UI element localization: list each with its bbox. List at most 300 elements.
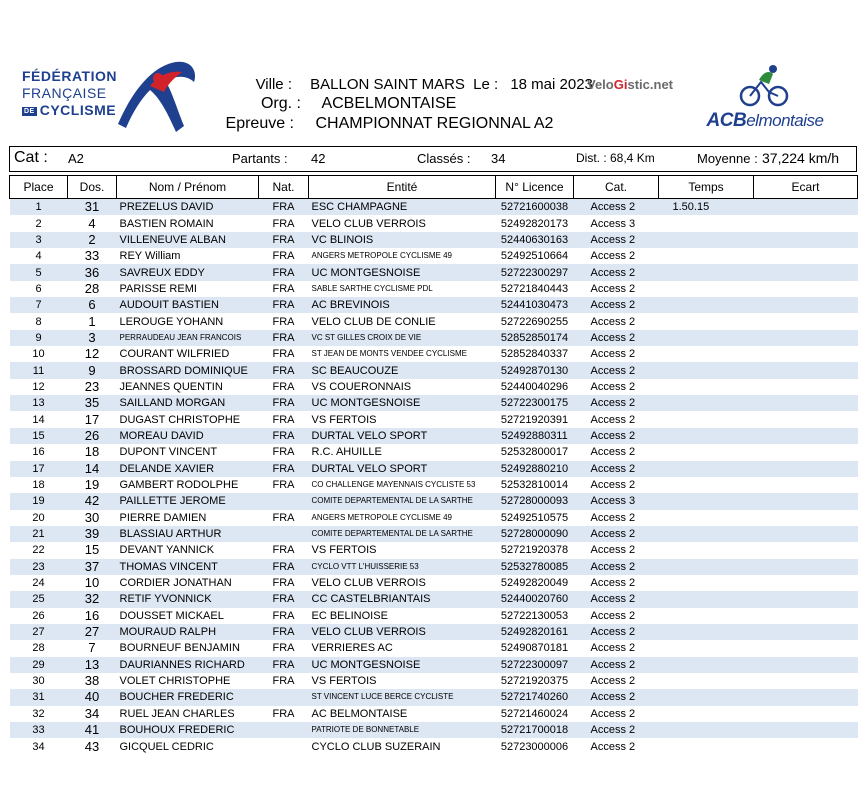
dossard-cell: 34 (84, 705, 100, 721)
licence-cell: 52721920375 (500, 675, 569, 688)
cat-cell: Access 2 (574, 428, 659, 444)
ecart-cell (754, 526, 858, 542)
ecart-cell (754, 297, 858, 313)
partants-label: Partants : (232, 151, 288, 166)
entite-cell: SC BEAUCOUZE (309, 362, 496, 378)
name-cell: MOURAUD RALPH (117, 624, 259, 640)
ecart-cell (754, 706, 858, 722)
cat-cell: Access 2 (590, 380, 636, 393)
ecart-cell (754, 510, 858, 526)
place-cell: 33 (10, 722, 68, 738)
dossard-cell: 17 (84, 411, 100, 427)
ecart-cell (754, 248, 858, 264)
place-cell: 26 (32, 609, 45, 622)
place-cell: 28 (32, 642, 45, 655)
date-label: Le : (473, 76, 499, 93)
name-cell: JEANNES QUENTIN (119, 380, 223, 393)
ecart-cell (754, 232, 858, 248)
cat-cell: Access 2 (590, 282, 636, 295)
dossard-cell: 19 (84, 477, 100, 493)
place-cell: 34 (32, 740, 45, 753)
table-row (10, 281, 858, 297)
nat-cell: FRA (272, 707, 295, 720)
temps-cell (659, 297, 754, 313)
temps-cell (659, 313, 754, 329)
cat-cell: Access 2 (574, 657, 659, 673)
nat-cell (259, 738, 309, 754)
name-cell: LEROUGE YOHANN (119, 315, 224, 328)
nat-cell: FRA (272, 250, 295, 263)
table-row (10, 379, 858, 395)
licence-cell: 52532800017 (500, 446, 569, 459)
partants-value: 42 (311, 151, 326, 166)
ecart-cell (754, 199, 858, 216)
temps-cell (659, 232, 754, 248)
place-cell: 23 (10, 559, 68, 575)
place-cell: 20 (32, 511, 45, 524)
classes-label: Classés : (417, 151, 471, 166)
dossard-cell: 27 (68, 624, 117, 640)
nat-cell: FRA (259, 362, 309, 378)
ffc-logo-cyclisme: CYCLISME (39, 102, 117, 118)
moyenne-label: Moyenne : (697, 151, 758, 166)
place-cell: 30 (32, 675, 45, 688)
dossard-cell: 16 (84, 607, 100, 623)
ffc-swoosh-icon (110, 56, 202, 136)
nat-cell: FRA (272, 217, 295, 230)
nat-cell: FRA (272, 315, 295, 328)
entite-cell: VELO CLUB DE CONLIE (311, 315, 436, 328)
velogistic-part1: Velo (587, 77, 614, 92)
nat-cell: FRA (272, 511, 295, 524)
temps-cell (659, 738, 754, 754)
dossard-cell: 37 (68, 559, 117, 575)
entite-cell: CO CHALLENGE MAYENNAIS CYCLISTE 53 (311, 480, 476, 490)
cat-cell: Access 2 (590, 740, 636, 753)
dossard-cell: 35 (68, 395, 117, 411)
entite-cell: DURTAL VELO SPORT (309, 428, 496, 444)
ecart-cell (754, 281, 858, 297)
place-cell: 31 (10, 689, 68, 705)
cat-cell: Access 2 (590, 348, 636, 361)
table-row (10, 411, 858, 427)
licence-cell: 52440630163 (496, 232, 574, 248)
dossard-cell: 43 (84, 738, 100, 754)
licence-cell: 52492820173 (500, 217, 569, 230)
nat-cell: FRA (272, 380, 295, 393)
temps-cell (659, 510, 754, 526)
table-row (10, 608, 858, 624)
cat-cell: Access 2 (574, 330, 659, 346)
place-cell: 21 (10, 526, 68, 542)
org-row (222, 95, 456, 113)
ville-value: BALLON SAINT MARS (310, 76, 465, 93)
cyclist-icon (739, 62, 789, 108)
cat-label: Cat : (14, 149, 48, 166)
dossard-cell: 13 (68, 657, 117, 673)
place-cell: 17 (10, 461, 68, 477)
ecart-cell (754, 411, 858, 427)
cat-cell: Access 2 (590, 511, 636, 524)
cat-cell: Access 2 (574, 264, 659, 280)
entite-cell: VS FERTOIS (311, 413, 377, 426)
acb-logo-rest: elmontaise (746, 111, 824, 130)
nat-cell: FRA (272, 348, 295, 361)
table-row (10, 346, 858, 362)
name-cell: PARISSE REMI (119, 282, 197, 295)
dossard-cell: 4 (88, 215, 96, 231)
temps-cell (659, 248, 754, 264)
dossard-cell: 38 (84, 673, 100, 689)
ffc-logo-line3 (22, 102, 116, 118)
temps-cell (659, 330, 754, 346)
classes-value: 34 (491, 151, 506, 166)
nat-cell (259, 493, 309, 509)
entite-cell: DURTAL VELO SPORT (309, 461, 496, 477)
nat-cell (259, 526, 309, 542)
licence-cell: 52722300175 (496, 395, 574, 411)
ecart-cell (754, 493, 858, 509)
dossard-cell: 2 (68, 232, 117, 248)
dossard-cell: 3 (68, 330, 117, 346)
licence-cell: 52721460024 (500, 707, 569, 720)
licence-cell: 52722300297 (496, 264, 574, 280)
place-cell: 27 (10, 624, 68, 640)
table-row (10, 199, 858, 216)
name-cell: THOMAS VINCENT (117, 559, 259, 575)
dossard-cell: 42 (68, 493, 117, 509)
licence-cell: 52441030473 (496, 297, 574, 313)
temps-cell (659, 706, 754, 722)
cat-cell: Access 2 (590, 642, 636, 655)
nat-cell: FRA (259, 199, 309, 216)
name-cell: PREZELUS DAVID (117, 199, 259, 216)
dossard-cell: 36 (68, 264, 117, 280)
table-row (10, 362, 858, 378)
dossard-cell: 40 (68, 689, 117, 705)
name-cell: DOUSSET MICKAEL (119, 609, 224, 622)
col-cat: Cat. (574, 176, 659, 199)
ecart-cell (754, 738, 858, 754)
nat-cell: FRA (259, 624, 309, 640)
nat-cell: FRA (259, 330, 309, 346)
cat-cell: Access 2 (574, 559, 659, 575)
temps-cell (659, 689, 754, 705)
ecart-cell (754, 689, 858, 705)
dossard-cell: 32 (68, 591, 117, 607)
results-body (10, 199, 858, 755)
ecart-cell (754, 461, 858, 477)
nat-cell: FRA (272, 446, 295, 459)
col-ecart: Ecart (754, 176, 858, 199)
place-cell: 4 (35, 250, 42, 263)
ville-row (222, 76, 593, 93)
place-cell: 3 (10, 232, 68, 248)
entite-cell: VS COUERONNAIS (311, 380, 412, 393)
place-cell: 32 (32, 707, 45, 720)
nat-cell: FRA (272, 413, 295, 426)
org-value: ACBELMONTAISE (321, 95, 457, 112)
table-row (10, 640, 858, 656)
entite-cell: VS FERTOIS (311, 544, 377, 557)
temps-cell (659, 395, 754, 411)
place-cell: 25 (10, 591, 68, 607)
name-cell: RUEL JEAN CHARLES (119, 707, 235, 720)
entite-cell: UC MONTGESNOISE (309, 264, 496, 280)
table-row (10, 722, 858, 738)
nat-cell: FRA (259, 297, 309, 313)
licence-cell: 52852840337 (500, 348, 569, 361)
licence-cell: 52721840443 (500, 282, 569, 295)
cat-cell: Access 2 (574, 232, 659, 248)
nat-cell: FRA (259, 461, 309, 477)
entite-cell: UC MONTGESNOISE (309, 395, 496, 411)
licence-cell: 52721920391 (500, 413, 569, 426)
dossard-cell: 30 (84, 509, 100, 525)
name-cell: RETIF YVONNICK (117, 591, 259, 607)
nat-cell (259, 722, 309, 738)
table-row (10, 215, 858, 231)
ecart-cell (754, 542, 858, 558)
table-row (10, 330, 858, 346)
cat-cell: Access 3 (574, 493, 659, 509)
name-cell: GICQUEL CEDRIC (119, 740, 214, 753)
cat-cell: Access 2 (574, 362, 659, 378)
place-cell: 8 (35, 315, 42, 328)
table-row (10, 526, 858, 542)
place-cell: 1 (10, 199, 68, 216)
table-row (10, 738, 858, 754)
table-row (10, 477, 858, 493)
nat-cell: FRA (272, 544, 295, 557)
entite-cell: PATRIOTE DE BONNETABLE (309, 722, 496, 738)
name-cell: AUDOUIT BASTIEN (117, 297, 259, 313)
cat-cell: Access 3 (590, 217, 636, 230)
date-value: 18 mai 2023 (510, 76, 593, 93)
name-cell: VOLET CHRISTOPHE (119, 675, 231, 688)
licence-cell: 52721740260 (496, 689, 574, 705)
ecart-cell (754, 428, 858, 444)
entite-cell: ANGERS METROPOLE CYCLISME 49 (311, 512, 452, 522)
entite-cell: VC ST GILLES CROIX DE VIE (309, 330, 496, 346)
name-cell: BLASSIAU ARTHUR (117, 526, 259, 542)
temps-cell (659, 526, 754, 542)
licence-cell: 52722690255 (500, 315, 569, 328)
place-cell: 6 (35, 282, 42, 295)
table-row (10, 575, 858, 591)
ffc-logo-line1: FÉDÉRATION (22, 68, 117, 84)
velogistic-part2: Gi (613, 77, 628, 92)
licence-cell: 52492820049 (500, 577, 569, 590)
ville-label: Ville : (255, 76, 292, 93)
name-cell: BOUCHER FREDERIC (117, 689, 259, 705)
ecart-cell (754, 477, 858, 493)
dossard-cell: 26 (68, 428, 117, 444)
place-cell: 29 (10, 657, 68, 673)
nat-cell: FRA (272, 282, 295, 295)
nat-cell: FRA (272, 577, 295, 590)
licence-cell: 52492880311 (496, 428, 574, 444)
name-cell: DUGAST CHRISTOPHE (119, 413, 241, 426)
table-row (10, 559, 858, 575)
temps-cell (659, 542, 754, 558)
cat-cell: Access 2 (590, 544, 636, 557)
entite-cell: VELO CLUB VERROIS (311, 577, 426, 590)
place-cell: 14 (32, 413, 45, 426)
entite-cell: CYCLO VTT L'HUISSERIE 53 (309, 559, 496, 575)
temps-cell (659, 722, 754, 738)
results-table (9, 175, 858, 755)
dossard-cell: 9 (68, 362, 117, 378)
licence-cell: 52721700018 (496, 722, 574, 738)
name-cell: REY William (119, 250, 181, 263)
place-cell: 19 (10, 493, 68, 509)
entite-cell: R.C. AHUILLE (311, 446, 382, 459)
nat-cell: FRA (272, 479, 295, 492)
name-cell: BROSSARD DOMINIQUE (117, 362, 259, 378)
entite-cell: COMITE DEPARTEMENTAL DE LA SARTHE (309, 526, 496, 542)
temps-cell (659, 640, 754, 656)
licence-cell: 52721600038 (496, 199, 574, 216)
cat-value: A2 (68, 151, 84, 166)
epreuve-value: CHAMPIONNAT REGIONNAL A2 (315, 115, 554, 132)
col-nat: Nat. (259, 176, 309, 199)
nat-cell: FRA (259, 264, 309, 280)
dossard-cell: 33 (84, 248, 100, 264)
place-cell: 18 (32, 479, 45, 492)
ffc-logo (14, 56, 204, 138)
col-dossard: Dos. (68, 176, 117, 199)
ecart-cell (754, 444, 858, 460)
nat-cell: FRA (259, 657, 309, 673)
nat-cell: FRA (259, 232, 309, 248)
name-cell: VILLENEUVE ALBAN (117, 232, 259, 248)
dossard-cell: 14 (68, 461, 117, 477)
place-cell: 2 (35, 217, 42, 230)
ecart-cell (754, 346, 858, 362)
cat-cell: Access 2 (574, 199, 659, 216)
licence-cell: 52728000093 (496, 493, 574, 509)
licence-cell: 52852850174 (496, 330, 574, 346)
entite-cell: VS FERTOIS (311, 675, 377, 688)
licence-cell: 52723000006 (500, 740, 569, 753)
cat-cell: Access 2 (590, 479, 636, 492)
ecart-cell (754, 624, 858, 640)
entite-cell: VERRIERES AC (311, 642, 393, 655)
col-temps: Temps (659, 176, 754, 199)
entite-cell: VELO CLUB VERROIS (309, 624, 496, 640)
entite-cell: ANGERS METROPOLE CYCLISME 49 (311, 251, 452, 261)
licence-cell: 52490870181 (500, 642, 569, 655)
velogistic-part3: stic.net (627, 77, 673, 92)
table-row (10, 591, 858, 607)
licence-cell: 52532780085 (496, 559, 574, 575)
col-place: Place (10, 176, 68, 199)
temps-cell (659, 575, 754, 591)
cat-cell: Access 2 (590, 675, 636, 688)
temps-cell (659, 591, 754, 607)
table-row (10, 264, 858, 280)
place-cell: 10 (32, 348, 45, 361)
table-row (10, 510, 858, 526)
cat-cell: Access 2 (574, 297, 659, 313)
nat-cell: FRA (259, 591, 309, 607)
dossard-cell: 39 (68, 526, 117, 542)
temps-cell (659, 461, 754, 477)
cat-cell: Access 2 (590, 609, 636, 622)
dossard-cell: 10 (84, 575, 100, 591)
temps-cell (659, 444, 754, 460)
org-label: Org. : (260, 95, 301, 112)
dossard-cell: 28 (84, 280, 100, 296)
temps-cell (659, 608, 754, 624)
temps-cell (659, 493, 754, 509)
place-cell: 5 (10, 264, 68, 280)
name-cell: DEVANT YANNICK (119, 544, 215, 557)
entite-cell: AC BELMONTAISE (311, 707, 408, 720)
ffc-logo-line2: FRANÇAISE (22, 85, 107, 101)
cat-cell: Access 2 (574, 461, 659, 477)
entite-cell: UC MONTGESNOISE (309, 657, 496, 673)
temps-cell (659, 264, 754, 280)
table-row (10, 689, 858, 705)
dossard-cell: 12 (84, 346, 100, 362)
cat-cell: Access 2 (574, 722, 659, 738)
ecart-cell (754, 608, 858, 624)
table-row (10, 706, 858, 722)
entite-cell: ESC CHAMPAGNE (309, 199, 496, 216)
moyenne-value: 37,224 km/h (762, 150, 840, 166)
cat-cell: Access 2 (574, 689, 659, 705)
entite-cell: AC BREVINOIS (309, 297, 496, 313)
nat-cell: FRA (272, 675, 295, 688)
nat-cell: FRA (272, 609, 295, 622)
race-info-bar (9, 146, 857, 172)
dossard-cell: 18 (84, 444, 100, 460)
temps-cell (659, 362, 754, 378)
place-cell: 7 (10, 297, 68, 313)
cat-cell: Access 2 (574, 526, 659, 542)
ecart-cell (754, 657, 858, 673)
temps-cell (659, 428, 754, 444)
name-cell: PIERRE DAMIEN (119, 511, 207, 524)
nat-cell: FRA (259, 395, 309, 411)
place-cell: 24 (32, 577, 45, 590)
licence-cell: 52492880210 (496, 461, 574, 477)
name-cell: COURANT WILFRIED (119, 348, 230, 361)
dossard-cell: 1 (88, 313, 96, 329)
licence-cell: 52440020760 (496, 591, 574, 607)
dossard-cell: 6 (68, 297, 117, 313)
nat-cell: FRA (259, 428, 309, 444)
table-row (10, 493, 858, 509)
table-row (10, 232, 858, 248)
dossard-cell: 15 (84, 542, 100, 558)
name-cell: CORDIER JONATHAN (119, 577, 232, 590)
ecart-cell (754, 575, 858, 591)
acb-logo-text (703, 110, 827, 132)
ecart-cell (754, 640, 858, 656)
table-row (10, 461, 858, 477)
cat-cell: Access 2 (590, 446, 636, 459)
ecart-cell (754, 379, 858, 395)
place-cell: 9 (10, 330, 68, 346)
cat-cell: Access 2 (574, 395, 659, 411)
place-cell: 16 (32, 446, 45, 459)
dossard-cell: 31 (68, 199, 117, 216)
licence-cell: 52492820161 (496, 624, 574, 640)
col-name: Nom / Prénom (117, 176, 259, 199)
